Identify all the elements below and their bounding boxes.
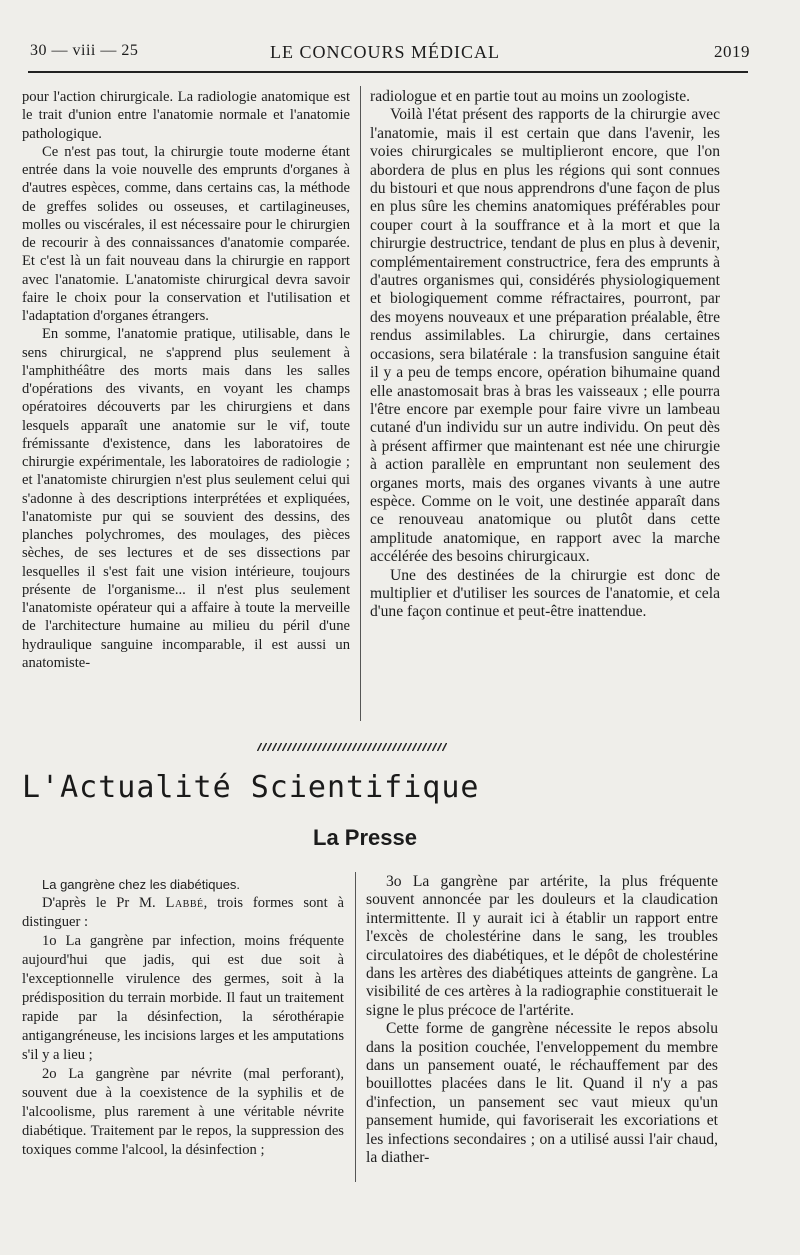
paragraph: Ce n'est pas tout, la chirurgie toute moderne étant entrée dans la voie nouvelle des emprunts d'organes à d'autres espèces, comme, dans certains cas, la méthode de greffes solides ou osseuses, et cartilagineuses, molles ou viscérales, il est nécessaire pour le chirurgien de recourir à des connaissances d'anatomie comparée. Et c'est là un fait nouveau dans la chirurgie en rapport avec l'anatomie. L'anatomiste chirurgical devra savoir faire le choix pour la conservation et l'utilisation et l'adaptation d'organes étrangers. bbox=[22, 143, 350, 324]
header-rule bbox=[28, 71, 748, 73]
page-issue-label: 30 — viii — 25 bbox=[30, 42, 139, 59]
intro-paragraph bbox=[22, 894, 344, 932]
paragraph: radiologue et en partie tout au moins un zoologiste. bbox=[370, 88, 691, 105]
paragraph: 3o La gangrène par artérite, la plus fréquente souvent annoncée par les douleurs et la claudication intermittente. Il y aurait ici à établir un rapport entre l'excès de cholestérine dans le sang, les troubles circulatoires des diabétiques, et le dépôt de cholestérine dans les artères des diabétiques atteints de gangrène. La visibilité de ces artères à la radiographie constituerait le signe le plus précoce de l'artérite. bbox=[366, 873, 718, 1019]
paragraph: En somme, l'anatomie pratique, utilisable, dans le sens chirurgical, ne s'apprend plus seulement à l'amphithéâtre des morts mais dans les salles d'opérations des vivants, en voyant les champs opératoires découverts par les chirurgiens et dans lesquels apparaît une anatomie sur le vif, toute frémissante d'existence, dans les laboratoires de chirurgie expérimentale, les laboratoires de radiologie ; et l'anatomiste chirurgien n'est plus seulement celui qui s'adonne à des descriptions interprétées et expliquées, l'anatomiste pur qui se souvient des dessins, des planches polychromes, des moulages, des pièces sèches, de ses lectures et de ses dissections par lesquelles il s'est fait une vision intérieure, toujours présente de l'organisme... il n'est plus seulement l'anatomiste opérateur qui a affaire à toute la merveille de l'architecture humaine au milieu du péril d'une hydraulique sanguine incomparable, il est aussi un anatomiste- bbox=[22, 326, 350, 671]
page-number: 2019 bbox=[714, 42, 750, 61]
paragraph: Une des destinées de la chirurgie est donc de multiplier et d'utiliser les sources de l'anatomie, et cela d'une façon continue et peut-être inattendue. bbox=[370, 566, 720, 621]
bottom-right-column bbox=[366, 873, 718, 1168]
column-divider bbox=[355, 872, 356, 1182]
ornamental-rule bbox=[257, 742, 447, 752]
subsection-title: La Presse bbox=[313, 825, 417, 850]
author-name: Labbé bbox=[165, 895, 204, 911]
bottom-left-column bbox=[22, 875, 344, 1160]
paragraph: pour l'action chirurgicale. La radiologie anatomique est le trait d'union entre l'anatomie normale et l'anatomie pathologique. bbox=[22, 89, 350, 142]
running-header bbox=[30, 42, 750, 66]
intro-suffix: , trois formes sont à distinguer : bbox=[22, 895, 344, 930]
article-heading: La gangrène chez les diabétiques. bbox=[42, 877, 241, 892]
section-title: L'Actualité Scientifique bbox=[22, 770, 480, 805]
top-right-column bbox=[370, 88, 720, 622]
journal-title: LE CONCOURS MÉDICAL bbox=[270, 42, 501, 62]
column-divider bbox=[360, 86, 361, 721]
top-left-column bbox=[22, 88, 350, 672]
intro-prefix: D'après le Pr M. bbox=[42, 895, 166, 911]
paragraph: 1o La gangrène par infection, moins fréquente aujourd'hui que jadis, qui est due soit à l'exceptionnelle virulence des germes, soit à la prédisposition du terrain morbide. Il faut un traitement rapide par la désinfection, la sérothérapie antigangréneuse, les incisions larges et les amputations s'il y a lieu ; bbox=[22, 933, 344, 1063]
paragraph: Voilà l'état présent des rapports de la chirurgie avec l'anatomie, mais il est certain que dans l'avenir, les voies chirurgicales se multiplieront encore, que l'on abordera de plus en plus les régions qui sont connues du bistouri et que nous apprendrons d'une façon de plus en plus sûre les chemins anatomiques préférables pour couper court à la souffrance et à la mort et que la chirurgie destructrice, tendant de plus en plus à devenir, complémentairement constructrice, fera des emprunts à d'autres organismes qui, considérés physiologiquement et biologiquement comme réfractaires, pourront, par des moyens nouveaux et une préparation préalable, être rendus assimilables. La chirurgie, dans certaines occasions, sera bilatérale : la transfusion sanguine était il y a peu de temps encore, opération bihumaine quand elle anastomosait bras à bras les vaisseaux ; elle pourra l'être encore par exemple pour faire vivre un lambeau cutané d'un individu sur un autre individu. On peut dès à présent affirmer que maintenant est née une chirurgie à action parallèle en empruntant non seulement des organes morts, mais des organes vivants à une autre espèce. Comme on le voit, une destinée apparaît dans ce renouveau anatomique ou plutôt dans cette amplitude anatomique, en rapport avec la marche accélérée des besoins chirurgicaux. bbox=[370, 106, 720, 566]
paragraph: Cette forme de gangrène nécessite le repos absolu dans la position couchée, l'enveloppement du membre dans un pansement ouaté, le réchauffement par des bouillottes placées dans le lit. Quand il n'y a pas d'infection, un pansement sec vaut mieux qu'un pansement humide, qui favoriserait les excoriations et les infections secondaires ; on a utilisé aussi l'air chaud, la diather- bbox=[366, 1020, 718, 1167]
paragraph: 2o La gangrène par névrite (mal perforant), souvent due à la coexistence de la syphilis et de l'alcoolisme, plus rarement à une véritable névrite diabétique. Traitement par le repos, la suppression des toxiques comme l'alcool, la désinfection ; bbox=[22, 1066, 344, 1158]
